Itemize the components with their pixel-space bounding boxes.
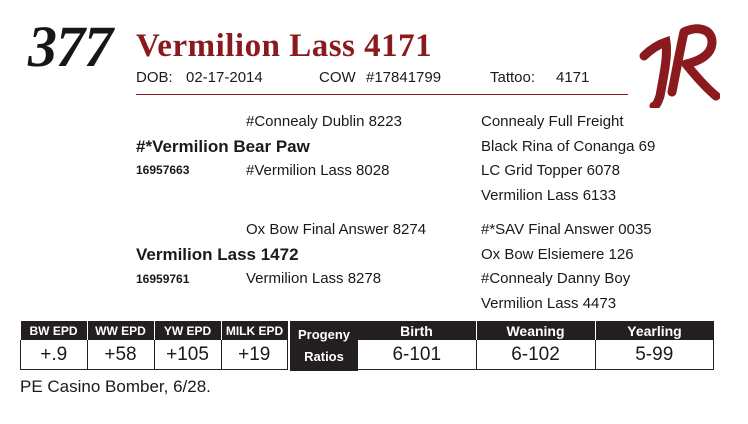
pedigree-sire-sire-sire: Connealy Full Freight [481, 113, 624, 130]
pedigree-sire-sire: #Connealy Dublin 8223 [246, 113, 402, 130]
ratio-value-weaning: 6-102 [476, 340, 595, 370]
animal-name: Vermilion Lass 4171 [136, 28, 433, 64]
epd-value-milk: +19 [221, 340, 288, 370]
pedigree-dam-dam-sire: #Connealy Danny Boy [481, 270, 631, 287]
epd-header-milk: MILK EPD [221, 321, 288, 340]
pedigree-dam-name: Vermilion Lass 1472 [136, 245, 299, 264]
pedigree-dam-reg: 16959761 [136, 272, 190, 286]
pedigree-dam-sire-sire: #*SAV Final Answer 0035 [481, 221, 652, 238]
dob-label: DOB: [136, 69, 173, 86]
epd-value-ww: +58 [87, 340, 154, 370]
animal-type: COW [319, 69, 356, 86]
progeny-label-top: Progeny [297, 327, 350, 342]
tattoo-label: Tattoo: [490, 69, 536, 86]
pedigree-sire-sire-dam: Black Rina of Conanga 69 [481, 138, 656, 155]
ratio-value-yearling: 5-99 [595, 340, 714, 370]
pedigree-dam-dam-dam: Vermilion Lass 4473 [481, 295, 617, 312]
footnote: PE Casino Bomber, 6/28. [20, 377, 211, 396]
epd-value-yw: +105 [154, 340, 221, 370]
ratio-header-yearling: Yearling [595, 321, 714, 340]
epd-header-yw: YW EPD [154, 321, 221, 340]
pedigree-sire-name: #*Vermilion Bear Paw [136, 137, 310, 156]
epd-header-ww: WW EPD [87, 321, 154, 340]
vr-brand-logo-icon [636, 22, 720, 108]
tattoo-value: 4171 [556, 69, 590, 86]
registration-number: #17841799 [366, 69, 442, 86]
epd-table [20, 321, 288, 370]
epd-value-bw: +.9 [21, 340, 88, 370]
progeny-ratios-label [290, 321, 358, 371]
pedigree-dam-dam: Vermilion Lass 8278 [246, 270, 382, 287]
dob-value: 02-17-2014 [186, 69, 263, 86]
progeny-label-bottom: Ratios [304, 349, 344, 364]
pedigree-sire-dam-dam: Vermilion Lass 6133 [481, 187, 617, 204]
pedigree-sire-dam: #Vermilion Lass 8028 [246, 162, 390, 179]
lot-number: 377 [28, 14, 112, 79]
pedigree-sire-reg: 16957663 [136, 163, 190, 177]
header-divider [136, 94, 628, 95]
ratio-header-weaning: Weaning [476, 321, 595, 340]
pedigree-dam-sire-dam: Ox Bow Elsiemere 126 [481, 246, 634, 263]
pedigree-dam-sire: Ox Bow Final Answer 8274 [246, 221, 427, 238]
progeny-ratio-table [357, 321, 714, 370]
pedigree-sire-dam-sire: LC Grid Topper 6078 [481, 162, 620, 179]
epd-header-bw: BW EPD [21, 321, 88, 340]
ratio-header-birth: Birth [358, 321, 477, 340]
ratio-value-birth: 6-101 [358, 340, 477, 370]
